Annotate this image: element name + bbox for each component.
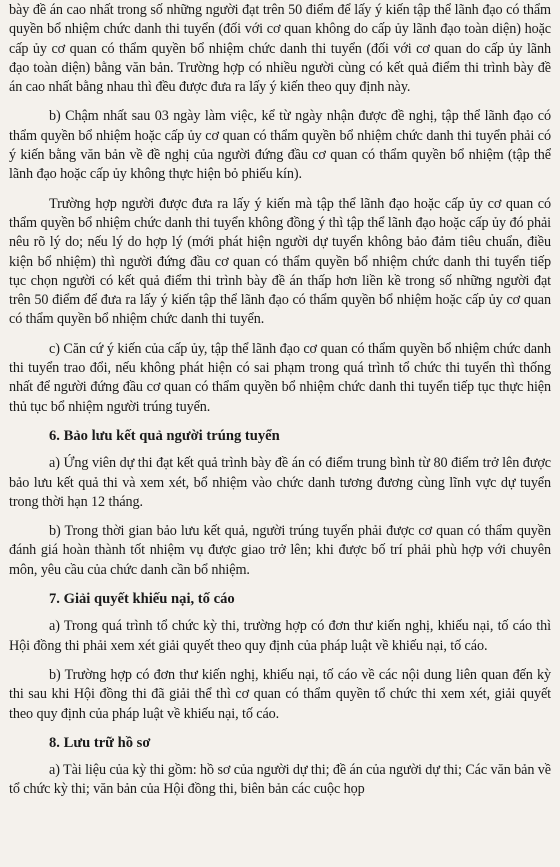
paragraph-1: bày đề án cao nhất trong số những người đạt trên 50 điểm để lấy ý kiến tập thể lãnh đạo có thẩm quyền bổ nhiệm chức danh thi tuyển (đối với cơ quan không do cấp ủy lãnh đạo toàn diện) hoặc cấp ủy cơ quan có thẩm quyền bổ nhiệm chức danh thi tuyển (đối với cơ quan do cấp ủy lãnh đạo toàn diện) bằng văn bản. Trường hợp có nhiều người cùng có kết quả điểm thi trình bày đề án cao nhất bằng nhau thì đều được đưa ra lấy ý kiến theo quy định này. — [9, 2, 551, 96]
paragraph-4: c) Căn cứ ý kiến của cấp ủy, tập thể lãnh đạo cơ quan có thẩm quyền bổ nhiệm chức danh thi tuyển trao đổi, nếu không phát hiện có sai phạm trong quá trình tổ chức thi tuyển thì thống nhất để người đứng đầu cơ quan có thẩm quyền bổ nhiệm chức danh thi tuyển tiếp tục thực hiện thủ tục bổ nhiệm người trúng tuyển. — [9, 340, 551, 415]
paragraph-2: b) Chậm nhất sau 03 ngày làm việc, kể từ ngày nhận được đề nghị, tập thể lãnh đạo có thẩm quyền bổ nhiệm hoặc cấp ủy cơ quan có thẩm quyền bổ nhiệm chức danh thi tuyển phải có ý kiến bằng văn bản về đề nghị của người đứng đầu cơ quan có thẩm quyền bổ nhiệm (tập thể lãnh đạo hoặc cấp ủy không thực hiện bỏ phiếu kín). — [9, 108, 551, 183]
section-heading-6: 6. Bảo lưu kết quả người trúng tuyển — [49, 427, 280, 444]
paragraph-8: b) Trường hợp có đơn thư kiến nghị, khiếu nại, tố cáo về các nội dung liên quan đến kỳ thi sau khi Hội đồng thi đã giải thể thì cơ quan có thẩm quyền tổ chức thi xem xét, giải quyết theo quy định của pháp luật về khiếu nại, tố cáo. — [9, 666, 551, 722]
paragraph-9: a) Tài liệu của kỳ thi gồm: hồ sơ của người dự thi; đề án của người dự thi; Các văn bản về tổ chức kỳ thi; văn bản của Hội đồng thi, biên bản các cuộc họp — [9, 762, 551, 798]
section-heading-8: 8. Lưu trữ hồ sơ — [49, 734, 151, 751]
paragraph-6: b) Trong thời gian bảo lưu kết quả, người trúng tuyển phải được cơ quan có thẩm quyền đánh giá hoàn thành tốt nhiệm vụ được giao trở lên; khi được bố trí phải phù hợp với chuyên môn, yêu cầu của chức danh cần bổ nhiệm. — [9, 523, 551, 578]
paragraph-5: a) Ứng viên dự thi đạt kết quả trình bày đề án có điểm trung bình từ 80 điểm trở lên được bảo lưu kết quả thi và xem xét, bổ nhiệm vào chức danh tương đương cùng lĩnh vực dự tuyển trong thời hạn 12 tháng. — [9, 455, 551, 510]
section-heading-7: 7. Giải quyết khiếu nại, tố cáo — [49, 591, 235, 608]
paragraph-3: Trường hợp người được đưa ra lấy ý kiến mà tập thể lãnh đạo hoặc cấp ủy cơ quan có thẩm quyền bổ nhiệm chức danh thi tuyển không đồng ý thì tập thể lãnh đạo hoặc cấp ủy đó phải nêu rõ lý do; nếu lý do hợp lý (mới phát hiện người dự tuyển không bảo đảm tiêu chuẩn, điều kiện bổ nhiệm) thì người đứng đầu cơ quan có thẩm quyền bổ nhiệm chức danh thi tuyển tiếp tục chọn người có kết quả điểm thi trình bày đề án thấp hơn liền kề trong số những người đạt trên 50 điểm để đưa ra lấy ý kiến tập thể lãnh đạo có thẩm quyền bổ nhiệm hoặc cấp ủy cơ quan có thẩm quyền bổ nhiệm chức danh thi tuyển. — [9, 195, 551, 328]
paragraph-7: a) Trong quá trình tổ chức kỳ thi, trường hợp có đơn thư kiến nghị, khiếu nại, tố cáo thì Hội đồng thi phải xem xét giải quyết theo quy định của pháp luật về khiếu nại, tố cáo. — [9, 618, 551, 654]
